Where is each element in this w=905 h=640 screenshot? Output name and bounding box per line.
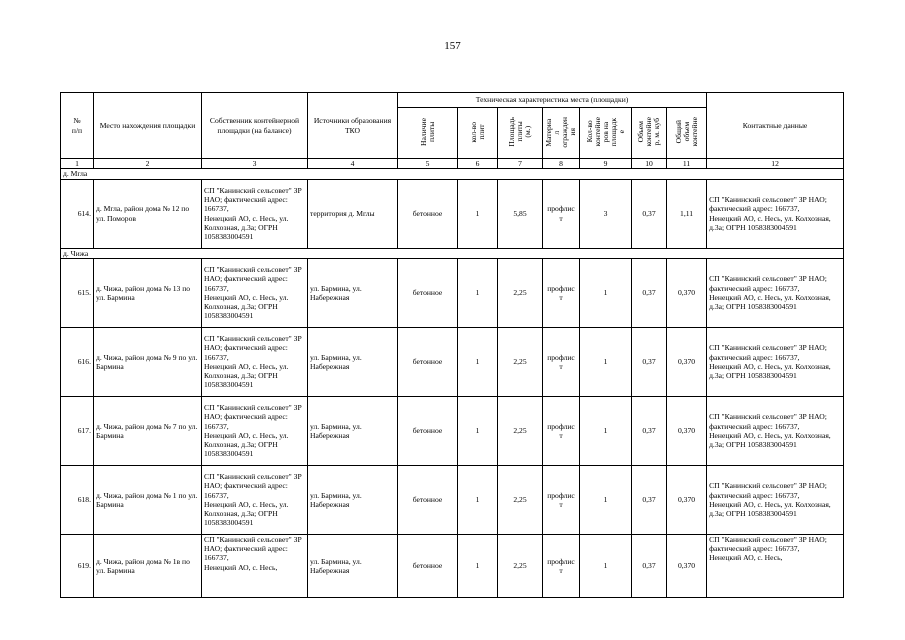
column-number: 3 [202, 159, 308, 169]
table-body [61, 159, 844, 598]
table-row [61, 534, 844, 597]
row-sources: ул. Бармина, ул. Набережная [308, 258, 398, 327]
row-contacts: СП "Канинский сельсовет" ЗР НАО; фактический адрес: 166737, Ненецкий АО, с. Несь, ул. Колхозная, д.3а; ОГРН 1058383004591 [707, 465, 844, 534]
row-plates: бетонное [398, 179, 458, 248]
header-plates: Наличие плиты [398, 108, 458, 159]
column-number: 6 [458, 159, 498, 169]
table-row [61, 327, 844, 396]
row-plates-count: 1 [458, 258, 498, 327]
row-fence-material: профлис т [543, 534, 580, 597]
row-fence-material: профлис т [543, 465, 580, 534]
row-owner: СП "Канинский сельсовет" ЗР НАО; фактический адрес: 166737, Ненецкий АО, с. Несь, ул. Колхозная, д.3а; ОГРН 1058383004591 [202, 396, 308, 465]
column-number: 7 [498, 159, 543, 169]
row-sources: ул. Бармина, ул. Набережная [308, 327, 398, 396]
row-number: 617. [61, 396, 94, 465]
section-title: д. Чижа [61, 248, 844, 258]
row-sources: ул. Бармина, ул. Набережная [308, 465, 398, 534]
header-owner: Собственник контейнерной площадки (на балансе) [202, 93, 308, 159]
container-sites-table [60, 92, 844, 598]
table-row [61, 396, 844, 465]
row-plate-area: 2,25 [498, 534, 543, 597]
row-container-volume: 0,37 [632, 179, 667, 248]
column-number: 4 [308, 159, 398, 169]
row-location: д. Мгла, район дома № 12 по ул. Поморов [94, 179, 202, 248]
row-number: 616. [61, 327, 94, 396]
row-container-count: 1 [580, 534, 632, 597]
header-plate-area: Площадь плиты (м.) [498, 108, 543, 159]
row-plates-count: 1 [458, 327, 498, 396]
row-number: 619. [61, 534, 94, 597]
row-location: д. Чижа, район дома № 1 по ул. Бармина [94, 465, 202, 534]
row-plates: бетонное [398, 258, 458, 327]
row-fence-material: профлис т [543, 396, 580, 465]
row-fence-material: профлис т [543, 327, 580, 396]
row-total-volume: 0,370 [667, 327, 707, 396]
header-contacts: Контактные данные [707, 93, 844, 159]
row-contacts: СП "Канинский сельсовет" ЗР НАО; фактический адрес: 166737, Ненецкий АО, с. Несь, [707, 534, 844, 597]
column-numbers-row [61, 159, 844, 169]
row-location: д. Чижа, район дома № 1в по ул. Бармина [94, 534, 202, 597]
header-tech-group: Техническая характеристика места (площадки) [398, 93, 707, 108]
row-number: 618. [61, 465, 94, 534]
row-owner: СП "Канинский сельсовет" ЗР НАО; фактический адрес: 166737, Ненецкий АО, с. Несь, ул. Колхозная, д.3а; ОГРН 1058383004591 [202, 258, 308, 327]
row-plates: бетонное [398, 396, 458, 465]
table-row [61, 258, 844, 327]
row-plates: бетонное [398, 465, 458, 534]
row-total-volume: 0,370 [667, 465, 707, 534]
section-row [61, 248, 844, 258]
header-plates-count: кол-во плит [458, 108, 498, 159]
column-number: 1 [61, 159, 94, 169]
header-container-count: Кол-во контейне ров на площадк e [580, 108, 632, 159]
row-fence-material: профлис т [543, 179, 580, 248]
row-total-volume: 1,11 [667, 179, 707, 248]
row-plate-area: 5,85 [498, 179, 543, 248]
column-number: 5 [398, 159, 458, 169]
row-total-volume: 0,370 [667, 396, 707, 465]
row-container-count: 1 [580, 327, 632, 396]
row-plates-count: 1 [458, 179, 498, 248]
row-plates: бетонное [398, 327, 458, 396]
table-row [61, 465, 844, 534]
row-owner: СП "Канинский сельсовет" ЗР НАО; фактический адрес: 166737, Ненецкий АО, с. Несь, ул. Колхозная, д.3а; ОГРН 1058383004591 [202, 327, 308, 396]
header-num: № п/п [61, 93, 94, 159]
row-plate-area: 2,25 [498, 327, 543, 396]
row-number: 614. [61, 179, 94, 248]
row-container-count: 3 [580, 179, 632, 248]
row-container-count: 1 [580, 258, 632, 327]
column-number: 9 [580, 159, 632, 169]
row-sources: территория д. Мглы [308, 179, 398, 248]
column-number: 11 [667, 159, 707, 169]
row-container-count: 1 [580, 465, 632, 534]
row-plate-area: 2,25 [498, 465, 543, 534]
row-fence-material: профлис т [543, 258, 580, 327]
row-owner: СП "Канинский сельсовет" ЗР НАО; фактический адрес: 166737, Ненецкий АО, с. Несь, ул. Колхозная, д.3а; ОГРН 1058383004591 [202, 465, 308, 534]
row-container-volume: 0,37 [632, 327, 667, 396]
row-container-count: 1 [580, 396, 632, 465]
column-number: 10 [632, 159, 667, 169]
table-row [61, 179, 844, 248]
row-container-volume: 0,37 [632, 258, 667, 327]
row-sources: ул. Бармина, ул. Набережная [308, 396, 398, 465]
row-location: д. Чижа, район дома № 9 по ул. Бармина [94, 327, 202, 396]
row-owner: СП "Канинский сельсовет" ЗР НАО; фактический адрес: 166737, Ненецкий АО, с. Несь, [202, 534, 308, 597]
section-title: д. Мгла [61, 169, 844, 179]
column-number: 2 [94, 159, 202, 169]
row-contacts: СП "Канинский сельсовет" ЗР НАО; фактический адрес: 166737, Ненецкий АО, с. Несь, ул. Колхозная, д.3а; ОГРН 1058383004591 [707, 179, 844, 248]
row-plate-area: 2,25 [498, 396, 543, 465]
header-total-volume: Общий объем контейне [667, 108, 707, 159]
row-plates: бетонное [398, 534, 458, 597]
row-plates-count: 1 [458, 396, 498, 465]
section-row [61, 169, 844, 179]
row-plates-count: 1 [458, 465, 498, 534]
page-number: 157 [444, 40, 461, 52]
column-number: 12 [707, 159, 844, 169]
row-plate-area: 2,25 [498, 258, 543, 327]
row-plates-count: 1 [458, 534, 498, 597]
column-number: 8 [543, 159, 580, 169]
row-contacts: СП "Канинский сельсовет" ЗР НАО; фактический адрес: 166737, Ненецкий АО, с. Несь, ул. Колхозная, д.3а; ОГРН 1058383004591 [707, 258, 844, 327]
row-total-volume: 0,370 [667, 258, 707, 327]
row-total-volume: 0,370 [667, 534, 707, 597]
row-contacts: СП "Канинский сельсовет" ЗР НАО; фактический адрес: 166737, Ненецкий АО, с. Несь, ул. Колхозная, д.3а; ОГРН 1058383004591 [707, 327, 844, 396]
row-owner: СП "Канинский сельсовет" ЗР НАО; фактический адрес: 166737, Ненецкий АО, с. Несь, ул. Колхозная, д.3а; ОГРН 1058383004591 [202, 179, 308, 248]
row-container-volume: 0,37 [632, 465, 667, 534]
row-sources: ул. Бармина, ул. Набережная [308, 534, 398, 597]
header-sources: Источники образования ТКО [308, 93, 398, 159]
header-location: Место нахождения площадки [94, 93, 202, 159]
row-location: д. Чижа, район дома № 7 по ул. Бармина [94, 396, 202, 465]
row-contacts: СП "Канинский сельсовет" ЗР НАО; фактический адрес: 166737, Ненецкий АО, с. Несь, ул. Колхозная, д.3а; ОГРН 1058383004591 [707, 396, 844, 465]
row-container-volume: 0,37 [632, 534, 667, 597]
header-fence-material: Материа л огражден ия [543, 108, 580, 159]
row-number: 615. [61, 258, 94, 327]
header-container-volume: Объем контейне р, м. куб [632, 108, 667, 159]
row-location: д. Чижа, район дома № 13 по ул. Бармина [94, 258, 202, 327]
row-container-volume: 0,37 [632, 396, 667, 465]
